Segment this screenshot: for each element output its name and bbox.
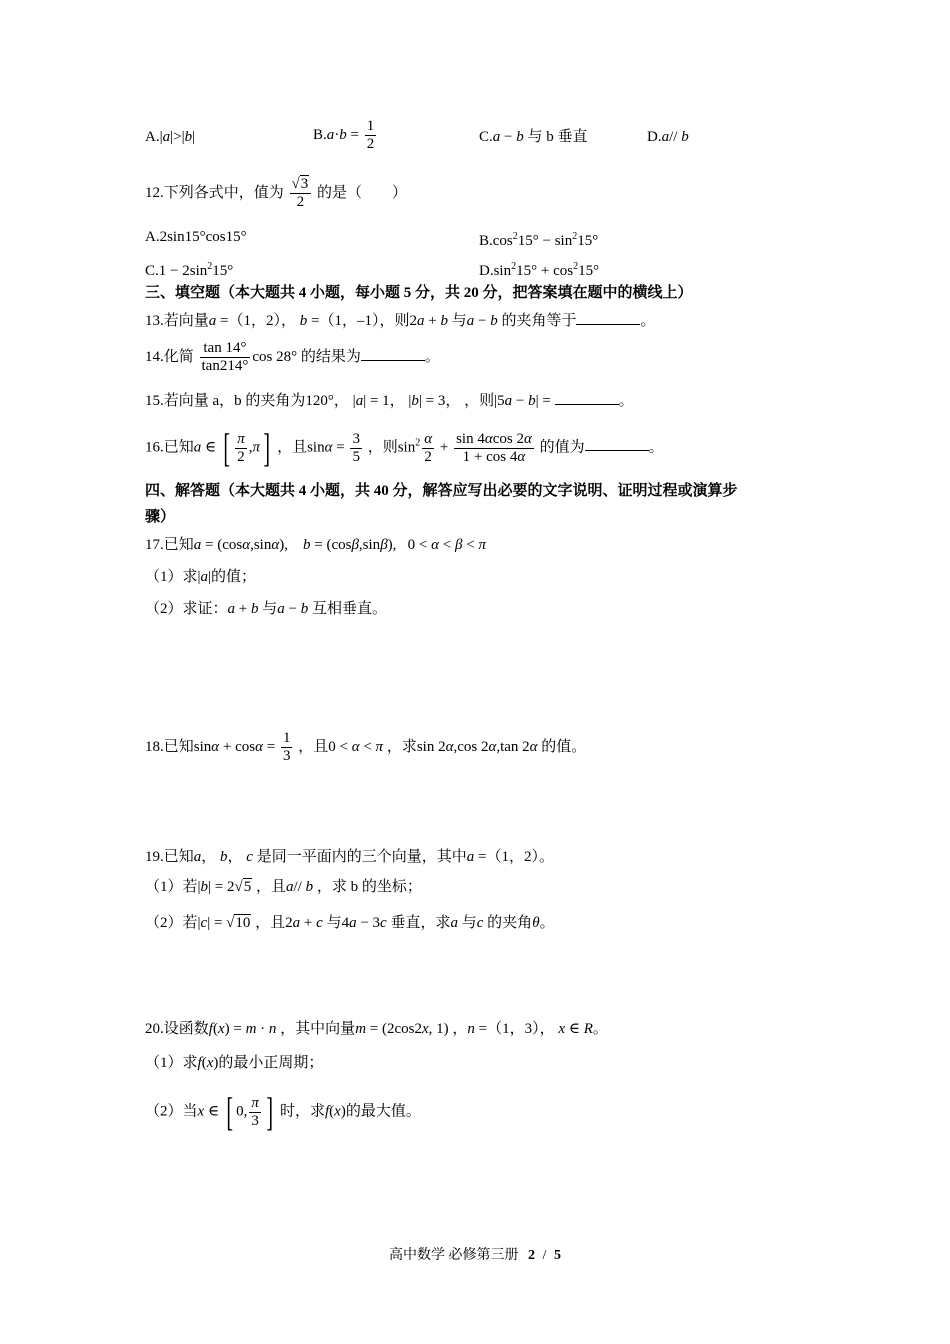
q11-option-c: C.a − b 与 b 垂直 bbox=[479, 129, 588, 145]
page-footer bbox=[0, 1244, 950, 1264]
q12-option-c: $C.1 - 2\sin^215^\circ$ bbox=[145, 261, 234, 279]
q17-part1: （1）求|a|的值； bbox=[145, 569, 257, 585]
footer-page-total: 5 bbox=[553, 1248, 561, 1263]
q14: 14.化简 $\frac{\tan 14^\circ}{\tan 214^\circ}$ cos 28° 的结果为 。 bbox=[145, 340, 440, 374]
q12-option-a: A.2sin15°cos15° bbox=[145, 229, 247, 245]
q17-stem: 17.已知a = (cosα,sinα), b = (cosβ,sinβ), 0 < α < β < π bbox=[145, 537, 486, 553]
section-3-heading: 三、填空题（本大题共 4 小题，每小题 5 分，共 20 分，把答案填在题中的横线上） bbox=[145, 285, 693, 301]
q12-option-d: $D.\sin^215^\circ + \cos^215^\circ$ bbox=[479, 261, 600, 279]
q14-answer-blank bbox=[361, 346, 425, 361]
q13: 13.若向量a =（1，2）， b =（1，–1），则2a + b 与a − b 的夹角等于 。 bbox=[145, 310, 655, 332]
q13-answer-blank bbox=[576, 310, 640, 325]
q19-part1: （1）若|b| = 2√5 ，且a// b ，求 b 的坐标； bbox=[145, 879, 422, 895]
q19-part2: （2）若|c| = √10 ，且2a + c 与4a − 3c 垂直，求a 与c 的夹角θ。 bbox=[145, 915, 555, 931]
section-4-heading: 四、解答题（本大题共 4 小题，共 40 分，解答应写出必要的文字说明、证明过程或演算步 bbox=[145, 483, 738, 499]
q16: 16.已知a ∈ [ $\frac{\pi}{2}$ ,π] ，且sinα = $\frac{3}{5}$ ，则$\sin^2$ $\frac{\alpha}{2}$ + $\frac{\sin 4\alpha\cos 2\alpha}{1 + \cos 4\alpha}$ 的值为 。 bbox=[145, 425, 664, 470]
q12-option-b: $B.\cos^215^\circ - \sin^215^\circ$ bbox=[479, 231, 599, 249]
q20-part2: （2）当x ∈ [ 0, $\frac{\pi}{3}$ ] 时，求f(x)的最大值。 bbox=[145, 1089, 421, 1134]
q18: 18.已知sinα + cosα = $\frac{1}{3}$ ，且0 < α < π ，求sin 2α,cos 2α,tan 2α 的值。 bbox=[145, 730, 587, 764]
section-4-heading-cont: 骤） bbox=[145, 509, 176, 525]
footer-separator: / bbox=[542, 1248, 547, 1263]
q15: 15.若向量 a，b 的夹角为120°， |a| = 1， |b| = 3， ，则|5a − b| = 。 bbox=[145, 390, 634, 412]
q16-answer-blank bbox=[585, 436, 649, 451]
q17-part2: （2）求证：a + b 与a − b 互相垂直。 bbox=[145, 601, 387, 617]
footer-page-number: 2 bbox=[528, 1248, 536, 1263]
q15-answer-blank bbox=[555, 390, 619, 405]
q20-stem: 20.设函数f(x) = m · n ，其中向量m = (2cos2x, 1) ，n =（1，3）， x ∈ R。 bbox=[145, 1021, 608, 1037]
q12-stem: 12.下列各式中，值为 $\frac{√3}{2}$ 的是（ ） bbox=[145, 176, 408, 210]
q11-option-b: B.a·b = $\frac{1}{2}$ bbox=[313, 118, 375, 152]
q11-option-d: D.a// b bbox=[647, 129, 689, 145]
q20-part1: （1）求f(x)的最小正周期； bbox=[145, 1055, 324, 1071]
q11-option-a: A.|a|>|b| bbox=[145, 129, 196, 145]
q19-stem: 19.已知a， b， c 是同一平面内的三个向量，其中a =（1，2）。 bbox=[145, 849, 554, 865]
footer-title: 高中数学 必修第三册 bbox=[389, 1248, 519, 1263]
